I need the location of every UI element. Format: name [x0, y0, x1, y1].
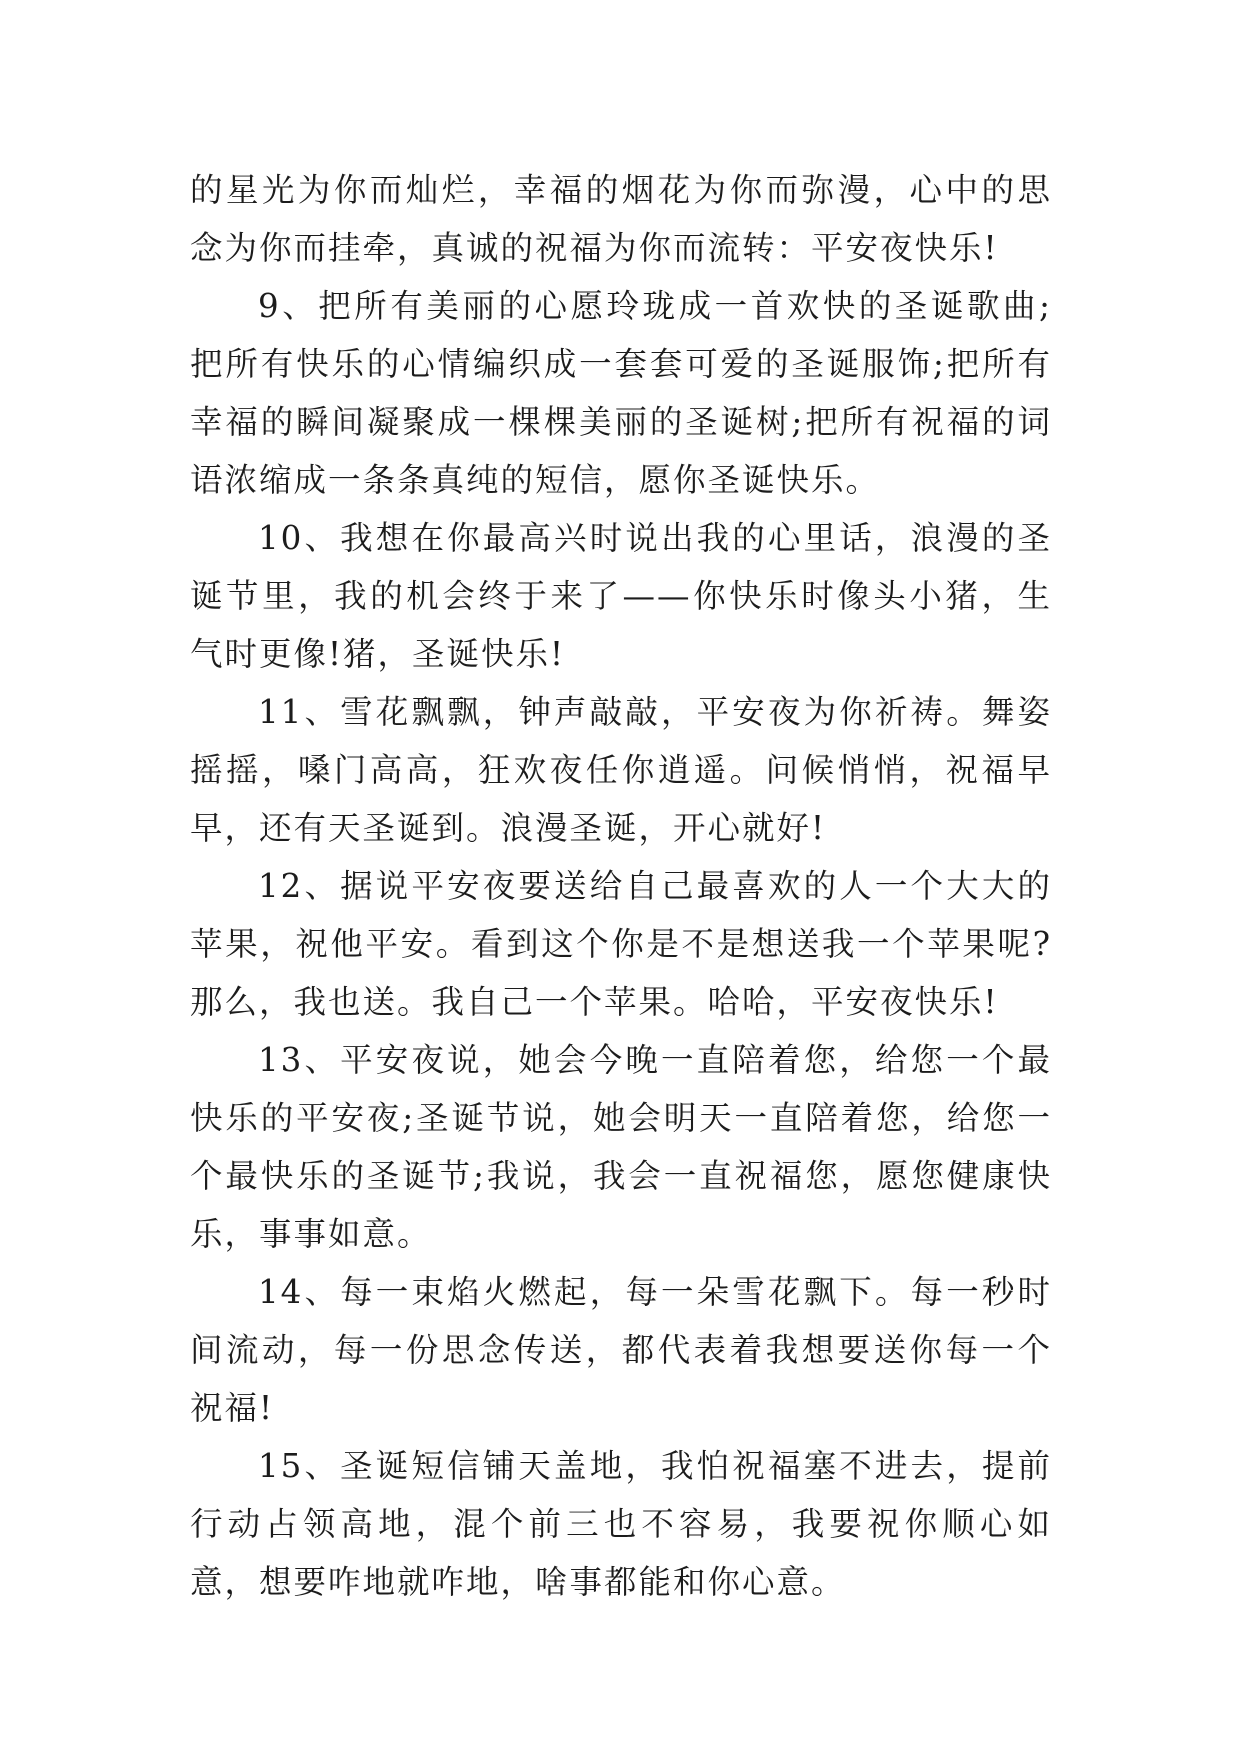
- paragraph-item-10: 10、我想在你最高兴时说出我的心里话，浪漫的圣诞节里，我的机会终于来了——你快乐时像头小猪，生气时更像!猪，圣诞快乐!: [190, 519, 1052, 673]
- document-body: [190, 161, 1052, 1611]
- paragraph-item-12: 12、据说平安夜要送给自己最喜欢的人一个大大的苹果，祝他平安。看到这个你是不是想送我一个苹果呢?那么，我也送。我自己一个苹果。哈哈，平安夜快乐!: [190, 867, 1052, 1021]
- paragraph-continuation: 的星光为你而灿烂，幸福的烟花为你而弥漫，心中的思念为你而挂牵，真诚的祝福为你而流转：平安夜快乐!: [190, 171, 1052, 267]
- paragraph-item-11: 11、雪花飘飘，钟声敲敲，平安夜为你祈祷。舞姿摇摇，嗓门高高，狂欢夜任你逍遥。问候悄悄，祝福早早，还有天圣诞到。浪漫圣诞，开心就好!: [190, 693, 1052, 847]
- paragraph-item-14: 14、每一束焰火燃起，每一朵雪花飘下。每一秒时间流动，每一份思念传送，都代表着我想要送你每一个祝福!: [190, 1273, 1052, 1427]
- paragraph-item-13: 13、平安夜说，她会今晚一直陪着您，给您一个最快乐的平安夜;圣诞节说，她会明天一直陪着您，给您一个最快乐的圣诞节;我说，我会一直祝福您，愿您健康快乐，事事如意。: [190, 1041, 1052, 1253]
- paragraph-item-15: 15、圣诞短信铺天盖地，我怕祝福塞不进去，提前行动占领高地，混个前三也不容易，我要祝你顺心如意，想要咋地就咋地，啥事都能和你心意。: [190, 1447, 1052, 1601]
- paragraph-item-9: 9、把所有美丽的心愿玲珑成一首欢快的圣诞歌曲;把所有快乐的心情编织成一套套可爱的圣诞服饰;把所有幸福的瞬间凝聚成一棵棵美丽的圣诞树;把所有祝福的词语浓缩成一条条真纯的短信，愿你圣诞快乐。: [190, 287, 1052, 499]
